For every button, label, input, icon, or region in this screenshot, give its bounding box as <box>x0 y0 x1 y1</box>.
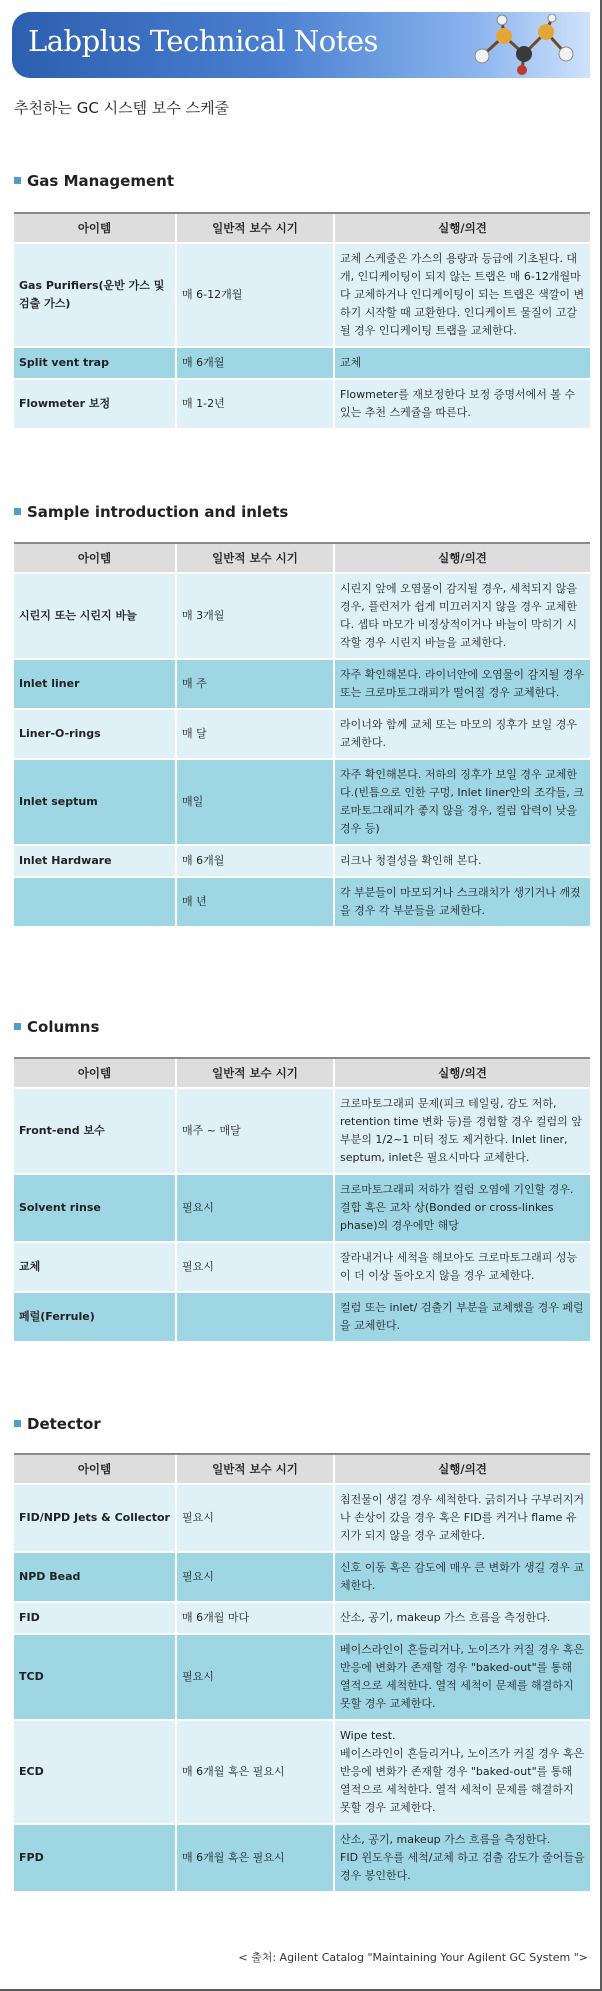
item-text: Split vent trap <box>19 356 109 369</box>
table-row <box>14 659 590 709</box>
cell-action <box>334 659 590 709</box>
cell-period <box>176 379 334 429</box>
cell-item <box>14 573 176 659</box>
table-header-row <box>14 1454 590 1484</box>
cell-item <box>14 1088 176 1174</box>
period-text: 매 6개월 혹은 필요시 <box>182 1851 285 1864</box>
cell-item <box>14 659 176 709</box>
table-row <box>14 1088 590 1174</box>
action-text: 크로마토그래피 문제(피크 테일링, 감도 저하, retention time 변화 등)를 경험할 경우 컬럼의 앞부분의 1/2~1 미터 정도 제거한다. Inlet liner, septum, inlet은 필요시마다 교체한다. <box>340 1097 582 1164</box>
cell-period <box>176 1292 334 1342</box>
page-title: 추천하는 GC 시스템 보수 스케줄 <box>14 99 230 117</box>
action-text: 자주 확인해본다. 라이너안에 오염물이 감지될 경우 또는 크로마토그래피가 떨어질 경우 교체한다. <box>340 668 585 699</box>
cell-item <box>14 1242 176 1292</box>
cell-action <box>334 347 590 379</box>
cell-period <box>176 659 334 709</box>
item-text: 교체 <box>19 1260 41 1273</box>
action-text: 컬럼 또는 inlet/ 검출기 부분을 교체했을 경우 페럴을 교체한다. <box>340 1301 584 1332</box>
column-header: 일반적 보수 시기 <box>176 543 334 573</box>
maintenance-table <box>14 542 590 928</box>
cell-action <box>334 877 590 927</box>
cell-period <box>176 1602 334 1634</box>
item-text: 시린지 또는 시린지 바늘 <box>19 609 137 622</box>
action-text: 산소, 공기, makeup 가스 흐름을 측정한다. FID 윈도우를 세척/교체 하고 검출 감도가 줄어들을 경우 봉인한다. <box>340 1833 585 1882</box>
table-row <box>14 379 590 429</box>
cell-action <box>334 1720 590 1824</box>
item-text: Inlet liner <box>19 677 80 690</box>
action-text: 각 부분들이 마모되거나 스크래치가 생기거나 깨졌을 경우 각 부분들을 교체한다. <box>340 886 581 917</box>
item-text: FID/NPD Jets & Collector <box>19 1511 170 1524</box>
cell-item <box>14 759 176 845</box>
cell-action <box>334 573 590 659</box>
period-text: 필요시 <box>182 1260 214 1273</box>
period-text: 필요시 <box>182 1670 214 1683</box>
cell-item <box>14 877 176 927</box>
square-bullet-icon <box>14 177 21 184</box>
item-text: Gas Purifiers(운반 가스 및 검출 가스) <box>19 279 165 310</box>
maintenance-table <box>14 1057 590 1343</box>
cell-item <box>14 243 176 347</box>
item-text: Inlet septum <box>19 795 98 808</box>
square-bullet-icon <box>14 508 21 515</box>
cell-item <box>14 845 176 877</box>
cell-item <box>14 379 176 429</box>
cell-action <box>334 759 590 845</box>
period-text: 매 1-2년 <box>182 397 225 410</box>
action-text: 크로마토그래피 저하가 컬럼 오염에 기인할 경우. 결합 혹은 교차 상(Bonded or cross-linkes phase)의 경우에만 해당 <box>340 1183 574 1232</box>
period-text: 매 6-12개월 <box>182 288 243 301</box>
action-text: 신호 이동 혹은 감도에 매우 큰 변화가 생길 경우 교체한다. <box>340 1561 584 1592</box>
section-title <box>14 172 174 190</box>
molecule-logo-icon <box>462 14 582 76</box>
cell-action <box>334 1602 590 1634</box>
period-text: 매 년 <box>182 895 207 908</box>
cell-period <box>176 845 334 877</box>
cell-period <box>176 243 334 347</box>
cell-action <box>334 1634 590 1720</box>
action-text: Flowmeter를 재보정한다 보정 증명서에서 볼 수 있는 추천 스케쥴을 따른다. <box>340 388 576 419</box>
period-text: 매 3개월 <box>182 609 225 622</box>
item-text: 페럴(Ferrule) <box>19 1310 95 1323</box>
period-text: 매 6개월 마다 <box>182 1611 250 1624</box>
cell-period <box>176 1634 334 1720</box>
cell-action <box>334 845 590 877</box>
column-header: 아이템 <box>14 1454 176 1484</box>
cell-action <box>334 379 590 429</box>
maintenance-table <box>14 1453 590 1893</box>
period-text: 필요시 <box>182 1570 214 1583</box>
table-row <box>14 709 590 759</box>
action-text: 침전물이 생길 경우 세척한다. 긁히거나 구부러지거나 손상이 갔을 경우 혹은 FID를 켜거나 flame 유지가 되지 않을 경우 교체한다. <box>340 1493 585 1542</box>
cell-period <box>176 1484 334 1552</box>
table-row <box>14 1602 590 1634</box>
table-header-row <box>14 213 590 243</box>
cell-action <box>334 243 590 347</box>
table-row <box>14 1292 590 1342</box>
table-row <box>14 845 590 877</box>
period-text: 매 달 <box>182 727 207 740</box>
cell-action <box>334 1484 590 1552</box>
item-text: NPD Bead <box>19 1570 81 1583</box>
item-text: FPD <box>19 1851 44 1864</box>
action-text: 교체 <box>340 356 362 369</box>
item-text: Solvent rinse <box>19 1201 101 1214</box>
cell-period <box>176 759 334 845</box>
table-row <box>14 1720 590 1824</box>
cell-item <box>14 1292 176 1342</box>
cell-period <box>176 1720 334 1824</box>
cell-period <box>176 1824 334 1892</box>
banner-title: Labplus Technical Notes <box>28 24 378 58</box>
cell-action <box>334 1292 590 1342</box>
action-text: 라이너와 함께 교체 또는 마모의 징후가 보일 경우 교체한다. <box>340 718 577 749</box>
period-text: 매 6개월 <box>182 854 225 867</box>
table-row <box>14 877 590 927</box>
cell-item <box>14 1824 176 1892</box>
column-header: 실행/의견 <box>334 1058 590 1088</box>
table-header-row <box>14 543 590 573</box>
section-title <box>14 1018 99 1036</box>
table-header-row <box>14 1058 590 1088</box>
square-bullet-icon <box>14 1420 21 1427</box>
item-text: Inlet Hardware <box>19 854 112 867</box>
table-row <box>14 1634 590 1720</box>
section-title-text: Sample introduction and inlets <box>27 503 289 521</box>
action-text: 산소, 공기, makeup 가스 흐름을 측정한다. <box>340 1611 551 1624</box>
cell-action <box>334 1824 590 1892</box>
period-text: 필요시 <box>182 1511 214 1524</box>
cell-period <box>176 1174 334 1242</box>
table-row <box>14 243 590 347</box>
cell-item <box>14 1602 176 1634</box>
cell-action <box>334 1552 590 1602</box>
cell-action <box>334 709 590 759</box>
section-title-text: Detector <box>27 1415 101 1433</box>
period-text: 매 6개월 혹은 필요시 <box>182 1765 285 1778</box>
square-bullet-icon <box>14 1023 21 1030</box>
column-header: 아이템 <box>14 543 176 573</box>
item-text: TCD <box>19 1670 44 1683</box>
period-text: 매일 <box>182 795 204 808</box>
column-header: 아이템 <box>14 213 176 243</box>
cell-period <box>176 573 334 659</box>
table-row <box>14 1484 590 1552</box>
cell-period <box>176 1242 334 1292</box>
cell-period <box>176 347 334 379</box>
action-text: 교체 스케줄은 가스의 용량과 등급에 기초된다. 대개, 인디케이팅이 되지 않는 트랩은 매 6-12개월마다 교체하거나 인디케이팅이 되는 트랩은 색깔이 변하기 시작할 때 교환한다. 인디케이트 물질이 고갈될 경우 인디케이팅 트랩을 교체한다. <box>340 252 585 337</box>
table-row <box>14 1174 590 1242</box>
cell-item <box>14 1174 176 1242</box>
cell-item <box>14 709 176 759</box>
section-title <box>14 503 288 521</box>
column-header: 아이템 <box>14 1058 176 1088</box>
table-row <box>14 1552 590 1602</box>
action-text: 리크나 청결성을 확인해 본다. <box>340 854 482 867</box>
column-header: 실행/의견 <box>334 1454 590 1484</box>
cell-period <box>176 1088 334 1174</box>
item-text: Liner-O-rings <box>19 727 101 740</box>
period-text: 매 주 <box>182 677 207 690</box>
item-text: ECD <box>19 1765 44 1778</box>
cell-period <box>176 1552 334 1602</box>
cell-item <box>14 1720 176 1824</box>
action-text: 시린지 앞에 오염물이 감지될 경우, 세척되지 않을 경우, 플런저가 쉽게 미끄러지지 않을 경우 교체한다. 셉타 마모가 비정상적이거나 바늘이 막히기 시작할 경우 시린지 바늘을 교체한다. <box>340 582 577 649</box>
source-citation: < 출처: Agilent Catalog "Maintaining Your Agilent GC System "> <box>238 1951 588 1964</box>
cell-item <box>14 1634 176 1720</box>
action-text: 베이스라인이 흔들리거나, 노이즈가 커질 경우 혹은 반응에 변화가 존재할 경우 "baked-out"를 통해 열적으로 세척한다. 열적 세척이 문제를 해결하지 못할 경우 교체한다. <box>340 1643 585 1710</box>
cell-item <box>14 1484 176 1552</box>
action-text: 자주 확인해본다. 저하의 징후가 보일 경우 교체한다.(빈틈으로 인한 구멍, Inlet liner안의 조각들, 크로마토그래피가 좋지 않을 경우, 컬럼 압력이 낮을 경우 등) <box>340 768 584 835</box>
action-text: 잘라내거나 세척을 해보아도 크로마토그래피 성능이 더 이상 돌아오지 않을 경우 교체한다. <box>340 1251 578 1282</box>
cell-action <box>334 1174 590 1242</box>
cell-period <box>176 877 334 927</box>
table-row <box>14 573 590 659</box>
table-row <box>14 759 590 845</box>
cell-item <box>14 1552 176 1602</box>
action-text: Wipe test. 베이스라인이 흔들리거나, 노이즈가 커질 경우 혹은 반응에 변화가 존재할 경우 "baked-out"를 통해 열적으로 세척한다. 열적 세척이 문제를 해결하지 못할 경우 교체한다. <box>340 1729 585 1814</box>
section-title-text: Gas Management <box>27 172 174 190</box>
cell-action <box>334 1088 590 1174</box>
column-header: 실행/의견 <box>334 543 590 573</box>
table-row <box>14 347 590 379</box>
item-text: Front-end 보수 <box>19 1124 105 1137</box>
table-row <box>14 1242 590 1292</box>
column-header: 일반적 보수 시기 <box>176 213 334 243</box>
cell-action <box>334 1242 590 1292</box>
period-text: 매 6개월 <box>182 356 225 369</box>
maintenance-table <box>14 212 590 430</box>
column-header: 실행/의견 <box>334 213 590 243</box>
period-text: 필요시 <box>182 1201 214 1214</box>
item-text: Flowmeter 보정 <box>19 397 111 410</box>
cell-item <box>14 347 176 379</box>
column-header: 일반적 보수 시기 <box>176 1454 334 1484</box>
section-title-text: Columns <box>27 1018 100 1036</box>
table-row <box>14 1824 590 1892</box>
cell-period <box>176 709 334 759</box>
header-banner <box>12 12 590 78</box>
item-text: FID <box>19 1611 40 1624</box>
column-header: 일반적 보수 시기 <box>176 1058 334 1088</box>
period-text: 매주 ~ 매달 <box>182 1124 241 1137</box>
section-title <box>14 1415 101 1433</box>
